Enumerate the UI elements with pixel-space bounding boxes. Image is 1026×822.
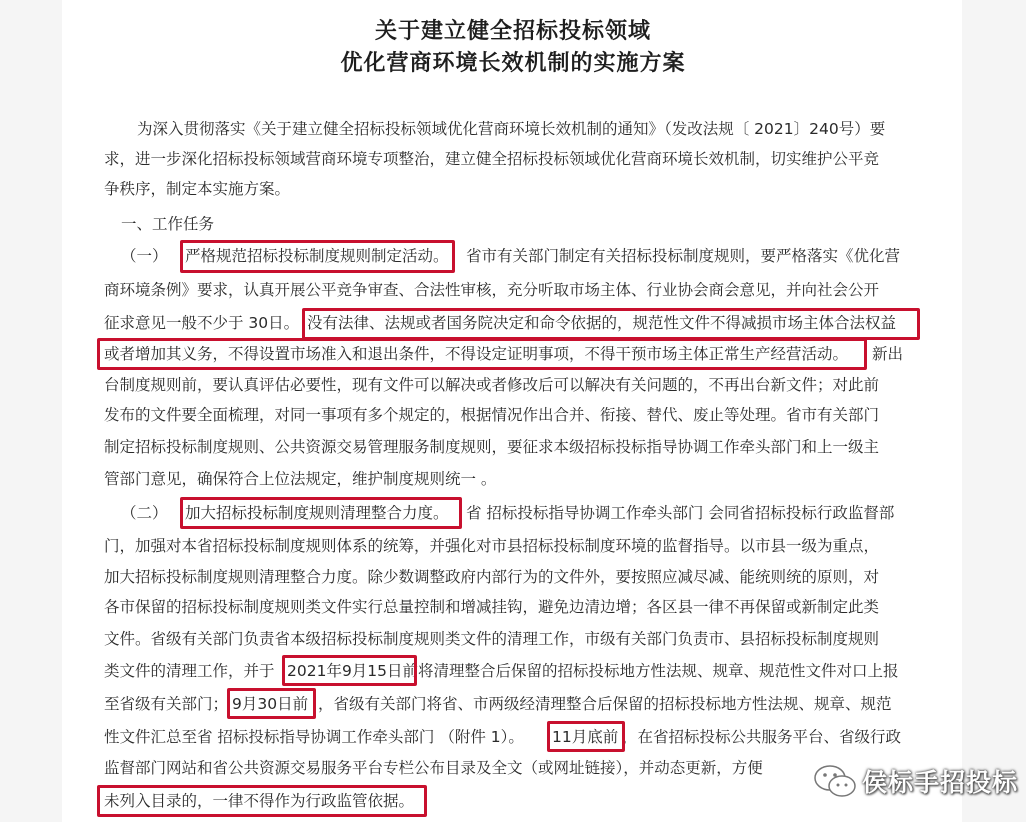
highlighted-text: 或者增加其义务，不得设置市场准入和退出条件，不得设定证明事项，不得干预市场主体正常生产经营活动。 [104, 345, 849, 363]
paragraph-text: 类文件的清理工作，并于 [104, 662, 275, 680]
item-number: （一） [121, 247, 168, 265]
paragraph-text: 新出 [872, 345, 904, 363]
paragraph-text: 省市有关部门制定有关招标投标制度规则，要严格落实《优化营 [466, 247, 901, 265]
highlighted-date: 2021年9月15日前 [287, 662, 419, 680]
paragraph-line: 发布的文件要全面梳理，对同一事项有多个规定的，根据情况作出合并、衔接、替代、废止等处理。省市有关部门 [104, 406, 880, 424]
highlight-box [97, 785, 427, 817]
section-heading: 一、工作任务 [121, 215, 215, 233]
highlighted-text: 加大招标投标制度规则清理整合力度。 [185, 504, 449, 522]
paragraph-line: 门，加强对本省招标投标制度规则体系的统筹，并强化对市县招标投标制度环境的监督指导。以市县一级为重点， [104, 537, 880, 555]
highlighted-text: 严格规范招标投标制度规则制定活动。 [185, 247, 449, 265]
paragraph-line: 监督部门网站和省公共资源交易服务平台专栏公布目录及全文（或网址链接），并动态更新，方便 [104, 759, 763, 777]
paragraph-line: 各市保留的招标投标制度规则类文件实行总量控制和增减挂钩，避免边清边增；各区县一律不再保留或新制定此类 [104, 598, 880, 616]
highlighted-date: 9月30日前 [232, 695, 309, 713]
paragraph-line: 文件。省级有关部门负责省本级招标投标制度规则类文件的清理工作，市级有关部门负责市、县招标投标制度规则 [104, 630, 880, 648]
paragraph-text: ，省级有关部门将省、市两级经清理整合后保留的招标投标地方性法规、规章、规范 [318, 695, 892, 713]
highlight-box [180, 497, 462, 529]
paragraph-text: 至省级有关部门； [104, 695, 229, 713]
paragraph-line: 台制度规则前，要认真评估必要性，现有文件可以解决或者修改后可以解决有关问题的，不再出台新文件；对此前 [104, 376, 880, 394]
paragraph-line: 商环境条例》要求，认真开展公平竞争审查、合法性审核，充分听取市场主体、行业协会商会意见，并向社会公开 [104, 281, 880, 299]
paragraph-line: 争秩序，制定本实施方案。 [104, 180, 291, 198]
highlight-box [547, 721, 625, 752]
highlight-box [97, 338, 867, 370]
document-title-line2: 优化营商环境长效机制的实施方案 [340, 50, 686, 76]
highlighted-text: 未列入目录的，一律不得作为行政监管依据。 [104, 792, 415, 810]
item-number: （二） [121, 504, 168, 522]
paragraph-line: 为深入贯彻落实《关于建立健全招标投标领域优化营商环境长效机制的通知》（发改法规〔 2021〕240号）要 [137, 120, 886, 138]
highlighted-text: 没有法律、法规或者国务院决定和命令依据的，规范性文件不得减损市场主体合法权益 [307, 314, 897, 332]
wechat-icon [812, 761, 858, 801]
paragraph-line: 制定招标投标制度规则、公共资源交易管理服务制度规则，要征求本级招标投标指导协调工作牵头部门和上一级主 [104, 438, 880, 456]
paragraph-line: 求，进一步深化招标投标领域营商环境专项整治，建立健全招标投标领域优化营商环境长效机制，切实维护公平竞 [104, 150, 880, 168]
highlighted-date: 11月底前 [552, 728, 619, 746]
paragraph-text: 将清理整合后保留的招标投标地方性法规、规章、规范性文件对口上报 [418, 662, 899, 680]
document-title-line1: 关于建立健全招标投标领域 [374, 18, 651, 44]
highlight-box [227, 688, 316, 719]
highlight-box [282, 655, 417, 686]
highlight-box [302, 308, 920, 340]
watermark [812, 761, 1018, 801]
paragraph-line: 管部门意见，确保符合上位法规定，维护制度规则统一 。 [104, 470, 497, 488]
paragraph-line: 加大招标投标制度规则清理整合力度。除少数调整政府内部行为的文件外，要按照应减尽减、能统则统的原则，对 [104, 568, 880, 586]
watermark-text: 侯标手招投标 [862, 768, 1019, 797]
paragraph-text: 性文件汇总至省 招标投标指导协调工作牵头部门 （附件 1）。 [104, 728, 524, 746]
paragraph-text: ，在省招标投标公共服务平台、省级行政 [622, 728, 902, 746]
paragraph-text: 征求意见一般不少于 30日。 [104, 314, 300, 332]
paragraph-text: 省 招标投标指导协调工作牵头部门 会同省招标投标行政监督部 [466, 504, 895, 522]
highlight-box [180, 240, 455, 273]
